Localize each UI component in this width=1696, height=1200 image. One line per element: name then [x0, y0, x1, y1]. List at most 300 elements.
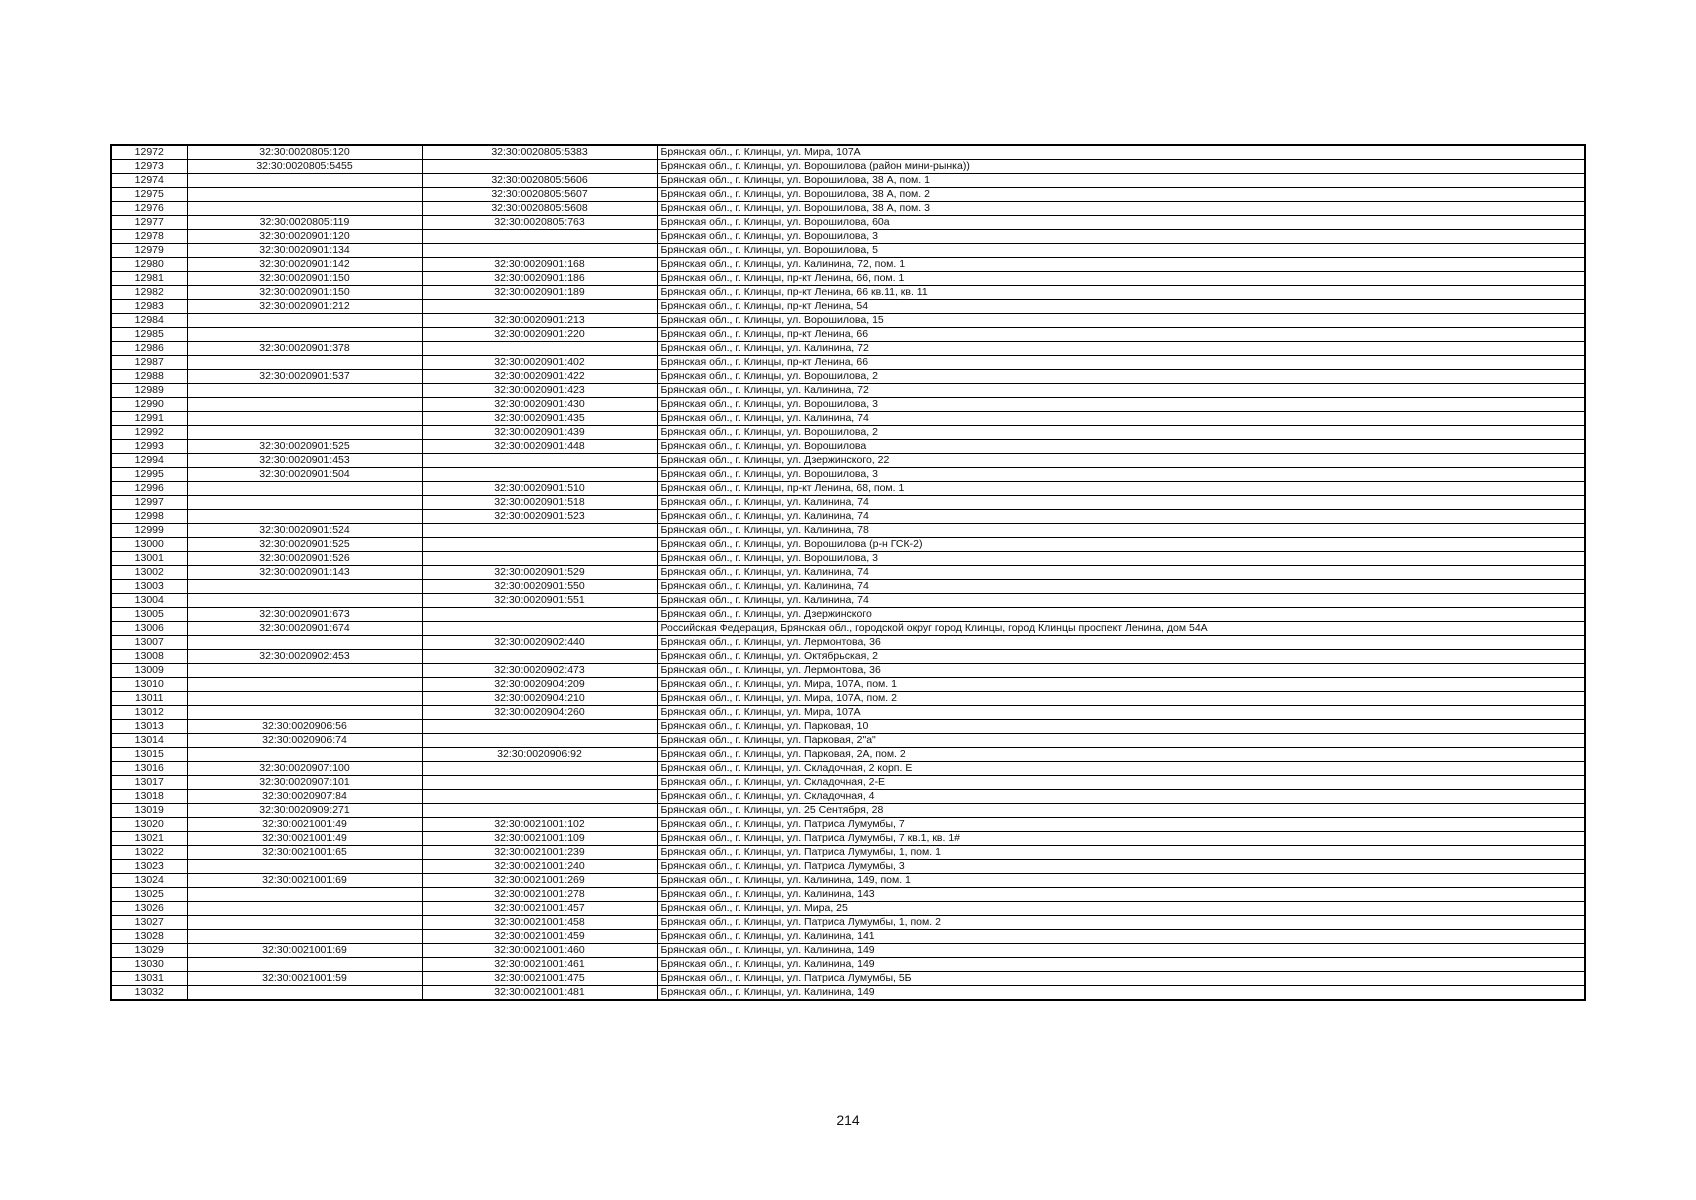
land-cadastral-cell: [187, 328, 422, 342]
address-cell: Российская Федерация, Брянская обл., городской округ город Клинцы, город Клинцы проспект Ленина, дом 54А: [657, 622, 1585, 636]
row-number-cell: 12999: [111, 524, 187, 538]
row-number-cell: 13015: [111, 748, 187, 762]
object-cadastral-cell: 32:30:0021001:278: [422, 888, 657, 902]
row-number-cell: 12998: [111, 510, 187, 524]
object-cadastral-cell: 32:30:0020901:422: [422, 370, 657, 384]
object-cadastral-cell: 32:30:0021001:109: [422, 832, 657, 846]
address-cell: Брянская обл., г. Клинцы, ул. Ворошилова, 2: [657, 426, 1585, 440]
address-cell: Брянская обл., г. Клинцы, ул. Складочная, 4: [657, 790, 1585, 804]
address-cell: Брянская обл., г. Клинцы, пр-кт Ленина, 68, пом. 1: [657, 482, 1585, 496]
land-cadastral-cell: 32:30:0020901:673: [187, 608, 422, 622]
table-row: [111, 594, 1585, 608]
land-cadastral-cell: [187, 930, 422, 944]
address-cell: Брянская обл., г. Клинцы, ул. 25 Сентября, 28: [657, 804, 1585, 818]
table-row: [111, 244, 1585, 258]
address-cell: Брянская обл., г. Клинцы, ул. Ворошилова, 2: [657, 370, 1585, 384]
address-cell: Брянская обл., г. Клинцы, ул. Калинина, 149: [657, 944, 1585, 958]
row-number-cell: 12991: [111, 412, 187, 426]
land-cadastral-cell: [187, 664, 422, 678]
object-cadastral-cell: 32:30:0020906:92: [422, 748, 657, 762]
row-number-cell: 13030: [111, 958, 187, 972]
address-cell: Брянская обл., г. Клинцы, ул. Калинина, 74: [657, 580, 1585, 594]
object-cadastral-cell: 32:30:0021001:458: [422, 916, 657, 930]
row-number-cell: 12975: [111, 188, 187, 202]
object-cadastral-cell: [422, 468, 657, 482]
object-cadastral-cell: 32:30:0021001:461: [422, 958, 657, 972]
address-cell: Брянская обл., г. Клинцы, ул. Мира, 107А, пом. 2: [657, 692, 1585, 706]
row-number-cell: 12995: [111, 468, 187, 482]
table-row: [111, 482, 1585, 496]
table-row: [111, 748, 1585, 762]
row-number-cell: 12977: [111, 216, 187, 230]
table-row: [111, 874, 1585, 888]
object-cadastral-cell: [422, 552, 657, 566]
land-cadastral-cell: [187, 958, 422, 972]
address-cell: Брянская обл., г. Клинцы, ул. Патриса Лумумбы, 7: [657, 818, 1585, 832]
land-cadastral-cell: 32:30:0020902:453: [187, 650, 422, 664]
table-row: [111, 580, 1585, 594]
land-cadastral-cell: 32:30:0020901:453: [187, 454, 422, 468]
address-cell: Брянская обл., г. Клинцы, ул. Калинина, 74: [657, 496, 1585, 510]
object-cadastral-cell: 32:30:0020901:439: [422, 426, 657, 440]
address-cell: Брянская обл., г. Клинцы, ул. Калинина, 149, пом. 1: [657, 874, 1585, 888]
row-number-cell: 13018: [111, 790, 187, 804]
table-row: [111, 916, 1585, 930]
address-cell: Брянская обл., г. Клинцы, ул. Складочная, 2-Е: [657, 776, 1585, 790]
address-cell: Брянская обл., г. Клинцы, пр-кт Ленина, 66: [657, 356, 1585, 370]
object-cadastral-cell: [422, 608, 657, 622]
row-number-cell: 13019: [111, 804, 187, 818]
row-number-cell: 12974: [111, 174, 187, 188]
row-number-cell: 13023: [111, 860, 187, 874]
row-number-cell: 13028: [111, 930, 187, 944]
table-row: [111, 440, 1585, 454]
row-number-cell: 13010: [111, 678, 187, 692]
address-cell: Брянская обл., г. Клинцы, ул. Дзержинского, 22: [657, 454, 1585, 468]
row-number-cell: 12992: [111, 426, 187, 440]
object-cadastral-cell: [422, 524, 657, 538]
land-cadastral-cell: [187, 902, 422, 916]
table-row: [111, 776, 1585, 790]
row-number-cell: 13011: [111, 692, 187, 706]
land-cadastral-cell: [187, 202, 422, 216]
address-cell: Брянская обл., г. Клинцы, пр-кт Ленина, 66: [657, 328, 1585, 342]
table-row: [111, 958, 1585, 972]
land-cadastral-cell: 32:30:0020909:271: [187, 804, 422, 818]
row-number-cell: 12993: [111, 440, 187, 454]
object-cadastral-cell: 32:30:0020904:209: [422, 678, 657, 692]
address-cell: Брянская обл., г. Клинцы, ул. Парковая, 2"а": [657, 734, 1585, 748]
object-cadastral-cell: [422, 538, 657, 552]
object-cadastral-cell: [422, 804, 657, 818]
address-cell: Брянская обл., г. Клинцы, ул. Патриса Лумумбы, 5Б: [657, 972, 1585, 986]
row-number-cell: 13022: [111, 846, 187, 860]
land-cadastral-cell: 32:30:0021001:69: [187, 944, 422, 958]
row-number-cell: 13004: [111, 594, 187, 608]
land-cadastral-cell: 32:30:0021001:65: [187, 846, 422, 860]
table-row: [111, 692, 1585, 706]
address-cell: Брянская обл., г. Клинцы, ул. Ворошилова, 15: [657, 314, 1585, 328]
land-cadastral-cell: 32:30:0021001:69: [187, 874, 422, 888]
land-cadastral-cell: [187, 314, 422, 328]
table-row: [111, 706, 1585, 720]
object-cadastral-cell: [422, 454, 657, 468]
address-cell: Брянская обл., г. Клинцы, ул. Калинина, 78: [657, 524, 1585, 538]
row-number-cell: 12985: [111, 328, 187, 342]
row-number-cell: 13021: [111, 832, 187, 846]
table-row: [111, 160, 1585, 174]
land-cadastral-cell: [187, 594, 422, 608]
object-cadastral-cell: 32:30:0020901:435: [422, 412, 657, 426]
land-cadastral-cell: 32:30:0020907:101: [187, 776, 422, 790]
land-cadastral-cell: 32:30:0020907:100: [187, 762, 422, 776]
land-cadastral-cell: [187, 888, 422, 902]
land-cadastral-cell: [187, 986, 422, 1001]
land-cadastral-cell: [187, 692, 422, 706]
address-cell: Брянская обл., г. Клинцы, ул. Калинина, 143: [657, 888, 1585, 902]
address-cell: Брянская обл., г. Клинцы, ул. Калинина, 74: [657, 510, 1585, 524]
table-row: [111, 944, 1585, 958]
land-cadastral-cell: 32:30:0020906:74: [187, 734, 422, 748]
row-number-cell: 13029: [111, 944, 187, 958]
table-row: [111, 790, 1585, 804]
object-cadastral-cell: 32:30:0020902:473: [422, 664, 657, 678]
address-cell: Брянская обл., г. Клинцы, ул. Ворошилова (район мини-рынка)): [657, 160, 1585, 174]
land-cadastral-cell: 32:30:0020901:150: [187, 286, 422, 300]
land-cadastral-cell: 32:30:0020805:119: [187, 216, 422, 230]
address-cell: Брянская обл., г. Клинцы, ул. Мира, 107А: [657, 706, 1585, 720]
object-cadastral-cell: [422, 650, 657, 664]
land-cadastral-cell: [187, 384, 422, 398]
row-number-cell: 12972: [111, 145, 187, 160]
table-body: [111, 145, 1585, 1000]
row-number-cell: 12973: [111, 160, 187, 174]
address-cell: Брянская обл., г. Клинцы, ул. Патриса Лумумбы, 3: [657, 860, 1585, 874]
land-cadastral-cell: 32:30:0020805:120: [187, 145, 422, 160]
object-cadastral-cell: [422, 720, 657, 734]
address-cell: Брянская обл., г. Клинцы, ул. Ворошилова, 3: [657, 552, 1585, 566]
address-cell: Брянская обл., г. Клинцы, ул. Ворошилова, 38 А, пом. 1: [657, 174, 1585, 188]
address-cell: Брянская обл., г. Клинцы, ул. Калинина, 72, пом. 1: [657, 258, 1585, 272]
table-row: [111, 510, 1585, 524]
table-row: [111, 398, 1585, 412]
object-cadastral-cell: [422, 160, 657, 174]
land-cadastral-cell: 32:30:0020901:150: [187, 272, 422, 286]
land-cadastral-cell: [187, 860, 422, 874]
object-cadastral-cell: 32:30:0020901:423: [422, 384, 657, 398]
address-cell: Брянская обл., г. Клинцы, ул. Мира, 107А, пом. 1: [657, 678, 1585, 692]
land-cadastral-cell: 32:30:0020906:56: [187, 720, 422, 734]
table-row: [111, 300, 1585, 314]
table-row: [111, 454, 1585, 468]
row-number-cell: 13003: [111, 580, 187, 594]
table-row: [111, 145, 1585, 160]
object-cadastral-cell: 32:30:0021001:460: [422, 944, 657, 958]
land-cadastral-cell: 32:30:0021001:59: [187, 972, 422, 986]
land-cadastral-cell: [187, 580, 422, 594]
land-cadastral-cell: 32:30:0020901:504: [187, 468, 422, 482]
land-cadastral-cell: [187, 916, 422, 930]
row-number-cell: 12986: [111, 342, 187, 356]
land-cadastral-cell: [187, 398, 422, 412]
address-cell: Брянская обл., г. Клинцы, ул. Калинина, 72: [657, 342, 1585, 356]
object-cadastral-cell: [422, 790, 657, 804]
address-cell: Брянская обл., г. Клинцы, ул. Складочная, 2 корп. Е: [657, 762, 1585, 776]
table-row: [111, 286, 1585, 300]
address-cell: Брянская обл., г. Клинцы, ул. Патриса Лумумбы, 1, пом. 2: [657, 916, 1585, 930]
object-cadastral-cell: 32:30:0021001:457: [422, 902, 657, 916]
address-cell: Брянская обл., г. Клинцы, ул. Ворошилова, 3: [657, 468, 1585, 482]
object-cadastral-cell: 32:30:0020901:220: [422, 328, 657, 342]
address-cell: Брянская обл., г. Клинцы, пр-кт Ленина, 54: [657, 300, 1585, 314]
address-cell: Брянская обл., г. Клинцы, пр-кт Ленина, 66 кв.11, кв. 11: [657, 286, 1585, 300]
object-cadastral-cell: 32:30:0020901:168: [422, 258, 657, 272]
table-row: [111, 888, 1585, 902]
row-number-cell: 13026: [111, 902, 187, 916]
row-number-cell: 13012: [111, 706, 187, 720]
table-row: [111, 258, 1585, 272]
address-cell: Брянская обл., г. Клинцы, ул. Мира, 25: [657, 902, 1585, 916]
table-row: [111, 524, 1585, 538]
row-number-cell: 12989: [111, 384, 187, 398]
row-number-cell: 13020: [111, 818, 187, 832]
table-row: [111, 356, 1585, 370]
address-cell: Брянская обл., г. Клинцы, ул. Ворошилова, 38 А, пом. 3: [657, 202, 1585, 216]
address-cell: Брянская обл., г. Клинцы, ул. Калинина, 149: [657, 958, 1585, 972]
row-number-cell: 13009: [111, 664, 187, 678]
land-cadastral-cell: 32:30:0021001:49: [187, 832, 422, 846]
row-number-cell: 13024: [111, 874, 187, 888]
row-number-cell: 13005: [111, 608, 187, 622]
object-cadastral-cell: [422, 762, 657, 776]
table-row: [111, 930, 1585, 944]
row-number-cell: 12981: [111, 272, 187, 286]
address-cell: Брянская обл., г. Клинцы, ул. Калинина, 72: [657, 384, 1585, 398]
object-cadastral-cell: [422, 734, 657, 748]
land-cadastral-cell: 32:30:0020901:120: [187, 230, 422, 244]
address-cell: Брянская обл., г. Клинцы, ул. Дзержинского: [657, 608, 1585, 622]
object-cadastral-cell: 32:30:0021001:481: [422, 986, 657, 1001]
table-row: [111, 496, 1585, 510]
object-cadastral-cell: [422, 300, 657, 314]
table-row: [111, 426, 1585, 440]
table-row: [111, 370, 1585, 384]
address-cell: Брянская обл., г. Клинцы, пр-кт Ленина, 66, пом. 1: [657, 272, 1585, 286]
address-cell: Брянская обл., г. Клинцы, ул. Парковая, 10: [657, 720, 1585, 734]
table-row: [111, 608, 1585, 622]
row-number-cell: 12987: [111, 356, 187, 370]
page-number: 214: [836, 1112, 860, 1128]
address-cell: Брянская обл., г. Клинцы, ул. Лермонтова, 36: [657, 636, 1585, 650]
object-cadastral-cell: 32:30:0020901:510: [422, 482, 657, 496]
address-cell: Брянская обл., г. Клинцы, ул. Октябрьская, 2: [657, 650, 1585, 664]
object-cadastral-cell: 32:30:0021001:102: [422, 818, 657, 832]
row-number-cell: 13016: [111, 762, 187, 776]
table-row: [111, 328, 1585, 342]
address-cell: Брянская обл., г. Клинцы, ул. Ворошилова, 38 А, пом. 2: [657, 188, 1585, 202]
table-row: [111, 202, 1585, 216]
address-cell: Брянская обл., г. Клинцы, ул. Мира, 107А: [657, 145, 1585, 160]
address-cell: Брянская обл., г. Клинцы, ул. Ворошилова, 3: [657, 398, 1585, 412]
address-cell: Брянская обл., г. Клинцы, ул. Ворошилова: [657, 440, 1585, 454]
row-number-cell: 12978: [111, 230, 187, 244]
land-cadastral-cell: 32:30:0020907:84: [187, 790, 422, 804]
address-cell: Брянская обл., г. Клинцы, ул. Ворошилова, 5: [657, 244, 1585, 258]
row-number-cell: 13031: [111, 972, 187, 986]
row-number-cell: 12990: [111, 398, 187, 412]
object-cadastral-cell: 32:30:0021001:269: [422, 874, 657, 888]
land-cadastral-cell: [187, 496, 422, 510]
object-cadastral-cell: 32:30:0020901:550: [422, 580, 657, 594]
land-cadastral-cell: 32:30:0020901:537: [187, 370, 422, 384]
address-cell: Брянская обл., г. Клинцы, ул. Калинина, 74: [657, 412, 1585, 426]
object-cadastral-cell: 32:30:0020805:5608: [422, 202, 657, 216]
table-row: [111, 818, 1585, 832]
object-cadastral-cell: 32:30:0020901:402: [422, 356, 657, 370]
land-cadastral-cell: 32:30:0020901:674: [187, 622, 422, 636]
object-cadastral-cell: 32:30:0020805:5606: [422, 174, 657, 188]
land-cadastral-cell: [187, 706, 422, 720]
land-cadastral-cell: 32:30:0020901:525: [187, 538, 422, 552]
object-cadastral-cell: 32:30:0020904:260: [422, 706, 657, 720]
table-row: [111, 664, 1585, 678]
table-row: [111, 832, 1585, 846]
address-cell: Брянская обл., г. Клинцы, ул. Калинина, 141: [657, 930, 1585, 944]
table-row: [111, 272, 1585, 286]
table-row: [111, 804, 1585, 818]
land-cadastral-cell: 32:30:0021001:49: [187, 818, 422, 832]
table-row: [111, 762, 1585, 776]
object-cadastral-cell: [422, 622, 657, 636]
object-cadastral-cell: [422, 230, 657, 244]
row-number-cell: 13025: [111, 888, 187, 902]
row-number-cell: 12983: [111, 300, 187, 314]
row-number-cell: 12980: [111, 258, 187, 272]
table-row: [111, 468, 1585, 482]
land-cadastral-cell: [187, 678, 422, 692]
address-cell: Брянская обл., г. Клинцы, ул. Патриса Лумумбы, 7 кв.1, кв. 1#: [657, 832, 1585, 846]
land-cadastral-cell: 32:30:0020805:5455: [187, 160, 422, 174]
object-cadastral-cell: 32:30:0020901:189: [422, 286, 657, 300]
row-number-cell: 12996: [111, 482, 187, 496]
row-number-cell: 12982: [111, 286, 187, 300]
land-cadastral-cell: 32:30:0020901:142: [187, 258, 422, 272]
row-number-cell: 13007: [111, 636, 187, 650]
property-table: [110, 144, 1586, 1001]
table-row: [111, 342, 1585, 356]
object-cadastral-cell: [422, 342, 657, 356]
object-cadastral-cell: 32:30:0020901:518: [422, 496, 657, 510]
table-row: [111, 622, 1585, 636]
object-cadastral-cell: 32:30:0020901:529: [422, 566, 657, 580]
land-cadastral-cell: [187, 356, 422, 370]
table-row: [111, 678, 1585, 692]
table-row: [111, 412, 1585, 426]
row-number-cell: 13013: [111, 720, 187, 734]
object-cadastral-cell: 32:30:0020901:430: [422, 398, 657, 412]
land-cadastral-cell: [187, 636, 422, 650]
row-number-cell: 13032: [111, 986, 187, 1001]
row-number-cell: 12988: [111, 370, 187, 384]
address-cell: Брянская обл., г. Клинцы, ул. Ворошилова, 60а: [657, 216, 1585, 230]
land-cadastral-cell: [187, 412, 422, 426]
table-row: [111, 538, 1585, 552]
table-row: [111, 734, 1585, 748]
table-row: [111, 986, 1585, 1001]
row-number-cell: 13001: [111, 552, 187, 566]
land-cadastral-cell: [187, 748, 422, 762]
address-cell: Брянская обл., г. Клинцы, ул. Лермонтова, 36: [657, 664, 1585, 678]
land-cadastral-cell: [187, 174, 422, 188]
address-cell: Брянская обл., г. Клинцы, ул. Парковая, 2А, пом. 2: [657, 748, 1585, 762]
address-cell: Брянская обл., г. Клинцы, ул. Калинина, 74: [657, 566, 1585, 580]
land-cadastral-cell: 32:30:0020901:134: [187, 244, 422, 258]
table-row: [111, 188, 1585, 202]
address-cell: Брянская обл., г. Клинцы, ул. Патриса Лумумбы, 1, пом. 1: [657, 846, 1585, 860]
land-cadastral-cell: 32:30:0020901:378: [187, 342, 422, 356]
table-row: [111, 902, 1585, 916]
table-row: [111, 230, 1585, 244]
land-cadastral-cell: [187, 426, 422, 440]
object-cadastral-cell: [422, 244, 657, 258]
table-row: [111, 174, 1585, 188]
address-cell: Брянская обл., г. Клинцы, ул. Калинина, 149: [657, 986, 1585, 1001]
row-number-cell: 13000: [111, 538, 187, 552]
land-cadastral-cell: 32:30:0020901:524: [187, 524, 422, 538]
row-number-cell: 13002: [111, 566, 187, 580]
object-cadastral-cell: 32:30:0020805:763: [422, 216, 657, 230]
row-number-cell: 13027: [111, 916, 187, 930]
object-cadastral-cell: 32:30:0021001:239: [422, 846, 657, 860]
row-number-cell: 13008: [111, 650, 187, 664]
row-number-cell: 12979: [111, 244, 187, 258]
table-row: [111, 384, 1585, 398]
land-cadastral-cell: 32:30:0020901:212: [187, 300, 422, 314]
address-cell: Брянская обл., г. Клинцы, ул. Ворошилова, 3: [657, 230, 1585, 244]
object-cadastral-cell: [422, 776, 657, 790]
table-row: [111, 636, 1585, 650]
table-row: [111, 314, 1585, 328]
object-cadastral-cell: 32:30:0021001:475: [422, 972, 657, 986]
object-cadastral-cell: 32:30:0020901:523: [422, 510, 657, 524]
address-cell: Брянская обл., г. Клинцы, ул. Калинина, 74: [657, 594, 1585, 608]
table-row: [111, 860, 1585, 874]
row-number-cell: 13006: [111, 622, 187, 636]
row-number-cell: 12976: [111, 202, 187, 216]
table-row: [111, 566, 1585, 580]
row-number-cell: 13017: [111, 776, 187, 790]
land-cadastral-cell: [187, 482, 422, 496]
object-cadastral-cell: 32:30:0021001:240: [422, 860, 657, 874]
row-number-cell: 12994: [111, 454, 187, 468]
table-row: [111, 650, 1585, 664]
object-cadastral-cell: 32:30:0020901:213: [422, 314, 657, 328]
land-cadastral-cell: 32:30:0020901:526: [187, 552, 422, 566]
address-cell: Брянская обл., г. Клинцы, ул. Ворошилова (р-н ГСК-2): [657, 538, 1585, 552]
object-cadastral-cell: 32:30:0020901:448: [422, 440, 657, 454]
land-cadastral-cell: [187, 188, 422, 202]
object-cadastral-cell: 32:30:0020902:440: [422, 636, 657, 650]
object-cadastral-cell: 32:30:0020901:186: [422, 272, 657, 286]
object-cadastral-cell: 32:30:0021001:459: [422, 930, 657, 944]
table-row: [111, 846, 1585, 860]
table-row: [111, 216, 1585, 230]
table-row: [111, 552, 1585, 566]
object-cadastral-cell: 32:30:0020901:551: [422, 594, 657, 608]
table-row: [111, 972, 1585, 986]
row-number-cell: 12984: [111, 314, 187, 328]
object-cadastral-cell: 32:30:0020904:210: [422, 692, 657, 706]
